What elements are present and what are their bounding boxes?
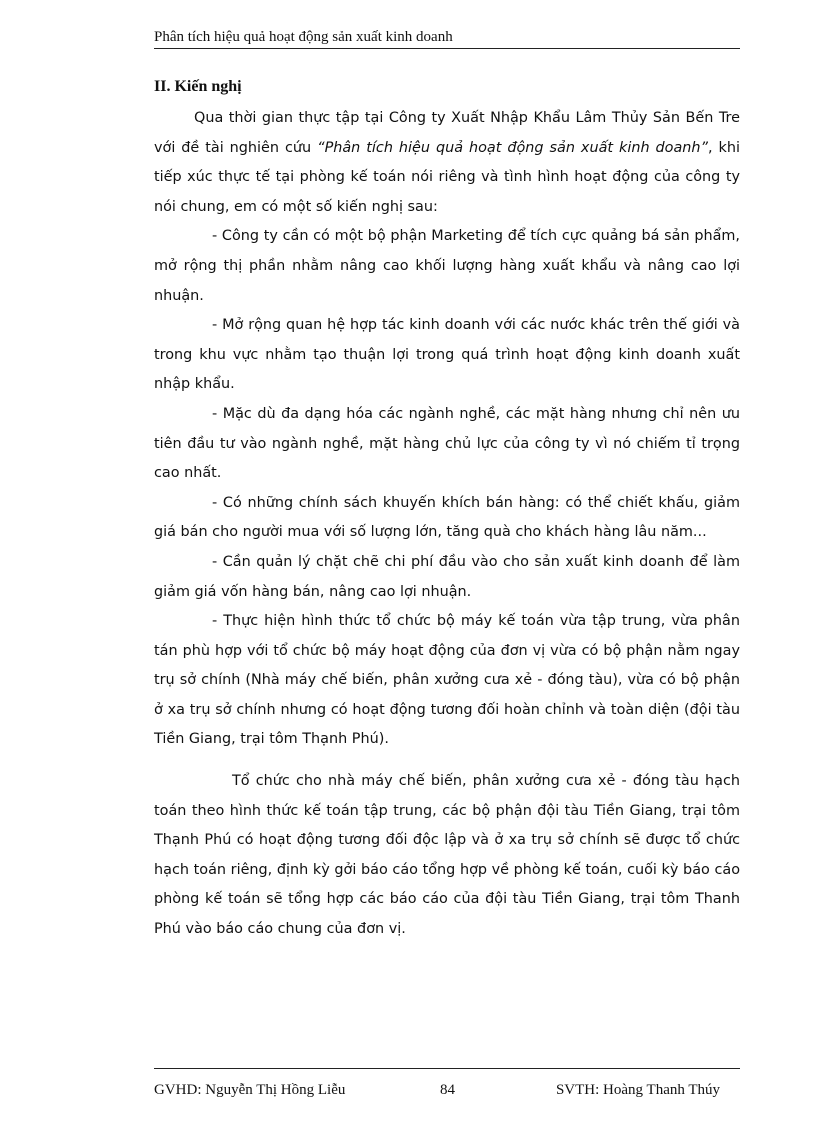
recommendation-item-4: - Có những chính sách khuyến khích bán hàng: có thể chiết khấu, giảm giá bán cho người mua với số lượng lớn, tăng quà cho khách hàng lâu năm... bbox=[154, 494, 740, 541]
paragraph-spacer bbox=[154, 755, 740, 767]
student-name: SVTH: Hoàng Thanh Thúy bbox=[555, 1082, 720, 1098]
recommendation-item-2: - Mở rộng quan hệ hợp tác kinh doanh với các nước khác trên thế giới và trong khu vực nhằm tạo thuận lợi trong quá trình hoạt động kinh doanh xuất nhập khẩu. bbox=[154, 317, 740, 393]
footer-rule bbox=[154, 1068, 740, 1069]
closing-paragraph: Tổ chức cho nhà máy chế biến, phân xưởng cưa xẻ - đóng tàu hạch toán theo hình thức kế toán tập trung, các bộ phận đội tàu Tiền Giang, trại tôm Thạnh Phú có hoạt động tương đối độc lập và ở xa trụ sở chính sẽ được tổ chức hạch toán riêng, định kỳ gởi báo cáo tổng hợp về phòng kế toán, cuối kỳ báo cáo phòng kế toán sẽ tổng hợp các báo cáo của đội tàu Tiền Giang, trại tôm Thanh Phú vào báo cáo chung của đơn vị. bbox=[154, 773, 740, 938]
intro-paragraph bbox=[154, 104, 740, 222]
intro-text-after: , khi tiếp xúc thực tế tại phòng kế toán nói riêng và tình hình hoạt động của công ty nói chung, em có một số kiến nghị sau: bbox=[154, 139, 740, 215]
intro-text-before: Qua thời gian thực tập tại Công ty Xuất Nhập Khẩu Lâm Thủy Sản Bến Tre với đề tài nghiên cứu bbox=[154, 110, 740, 156]
recommendation-item-6: - Thực hiện hình thức tổ chức bộ máy kế toán vừa tập trung, vừa phân tán phù hợp với tổ chức bộ máy hoạt động của đơn vị vừa có bộ phận nằm ngay trụ sở chính (Nhà máy chế biến, phân xưởng cưa xẻ - đóng tàu), vừa có bộ phận ở xa trụ sở chính nhưng có hoạt động tương đối hoàn chỉnh và toàn diện (đội tàu Tiền Giang, trại tôm Thạnh Phú). bbox=[154, 613, 740, 748]
intro-thesis-title: “Phân tích hiệu quả hoạt động sản xuất kinh doanh” bbox=[317, 139, 708, 156]
section-heading: II. Kiến nghị bbox=[154, 78, 242, 95]
advisor-name: GVHD: Nguyễn Thị Hồng Liễu bbox=[154, 1082, 346, 1098]
recommendation-item-3: - Mặc dù đa dạng hóa các ngành nghề, các mặt hàng nhưng chỉ nên ưu tiên đầu tư vào ngành nghề, mặt hàng chủ lực của công ty vì nó chiếm tỉ trọng cao nhất. bbox=[154, 405, 740, 482]
page-body bbox=[154, 72, 740, 945]
recommendation-item-1: - Công ty cần có một bộ phận Marketing để tích cực quảng bá sản phẩm, mở rộng thị phần nhằm nâng cao khối lượng hàng xuất khẩu và nâng cao lợi nhuận. bbox=[154, 228, 740, 304]
running-header: Phân tích hiệu quả hoạt động sản xuất kinh doanh bbox=[154, 29, 453, 45]
recommendation-item-5: - Cần quản lý chặt chẽ chi phí đầu vào cho sản xuất kinh doanh để làm giảm giá vốn hàng bán, nâng cao lợi nhuận. bbox=[154, 553, 740, 600]
page-number: 84 bbox=[440, 1082, 455, 1098]
running-footer bbox=[154, 1080, 740, 1100]
header-rule bbox=[154, 48, 740, 49]
